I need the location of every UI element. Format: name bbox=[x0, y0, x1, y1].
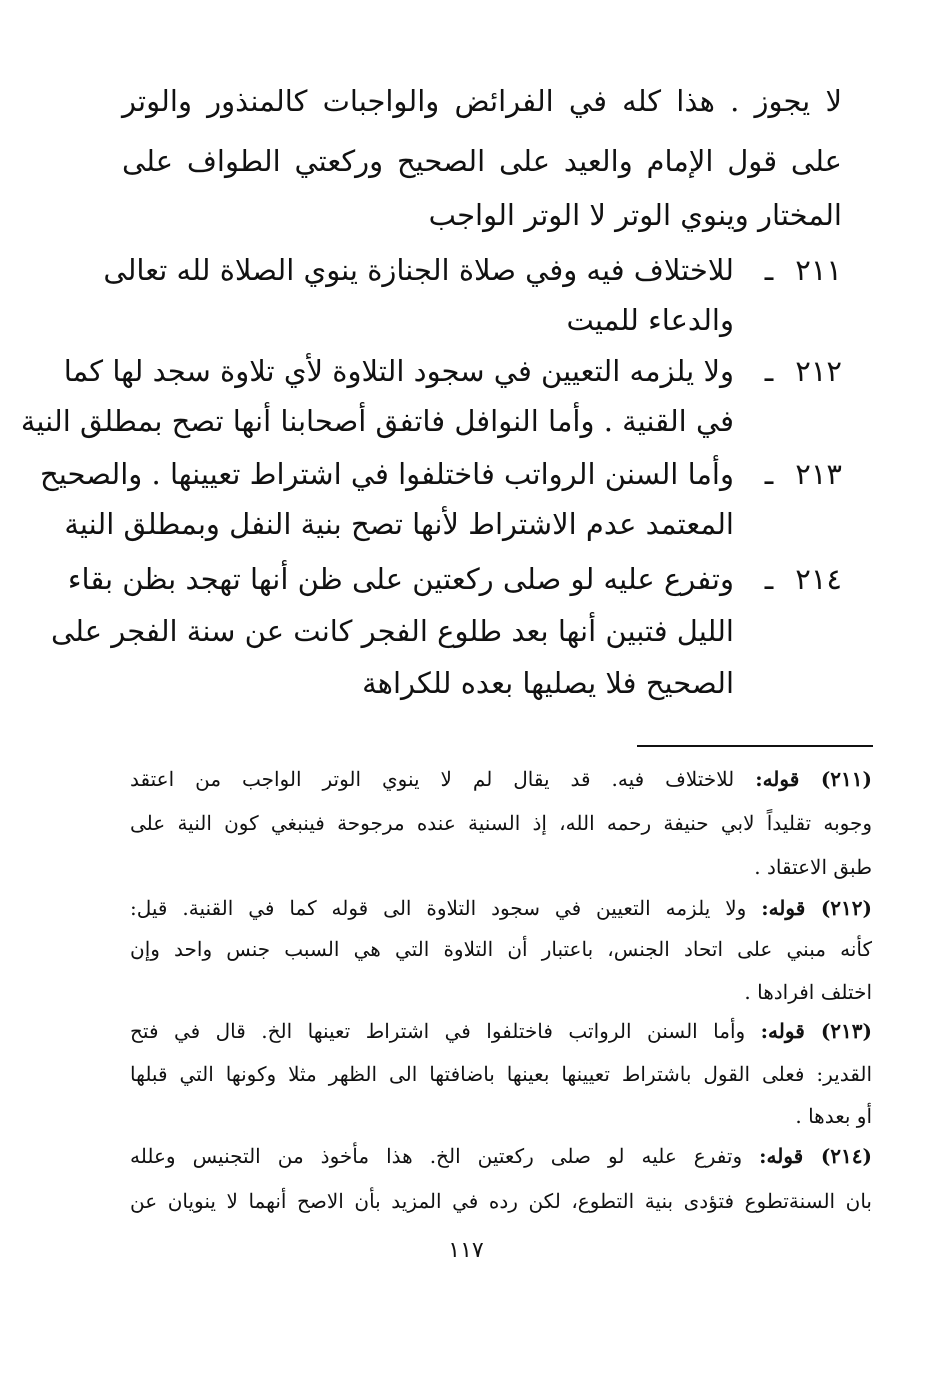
item-dash: ـ bbox=[764, 457, 774, 491]
footnote-text: للاختلاف فيه. قد يقال لم لا ينوي الوتر الواجب من اعتقد bbox=[130, 767, 735, 791]
main-text-line: المعتمد عدم الاشتراط لأنها تصح بنية النفل وبمطلق النية bbox=[64, 507, 734, 541]
item-number: ٢١١ bbox=[795, 253, 842, 287]
footnote-line bbox=[130, 1141, 872, 1171]
footnote-ref: (٢١٢) قوله: bbox=[761, 896, 872, 920]
footnote-line bbox=[130, 764, 872, 794]
item-number: ٢١٤ bbox=[795, 562, 842, 596]
main-text-line: المختار وينوي الوتر لا الوتر الواجب bbox=[428, 198, 842, 232]
main-text-line: لا يجوز . هذا كله في الفرائض والواجبات كالمنذور والوتر bbox=[122, 84, 842, 118]
main-text-line: للاختلاف فيه وفي صلاة الجنازة ينوي الصلاة لله تعالى bbox=[103, 253, 734, 287]
main-text-line: ولا يلزمه التعيين في سجود التلاوة لأي تلاوة سجد لها كما bbox=[63, 354, 734, 388]
footnote-line bbox=[130, 893, 872, 923]
footnote-line bbox=[130, 1016, 872, 1046]
footnote-text: ولا يلزمه التعيين في سجود التلاوة الى قوله كما في القنية. قيل: bbox=[130, 896, 747, 920]
main-text-line: في القنية . وأما النوافل فاتفق أصحابنا أنها تصح بمطلق النية bbox=[20, 404, 734, 438]
item-number: ٢١٢ bbox=[795, 354, 842, 388]
item-dash: ـ bbox=[764, 253, 774, 287]
footnote-line: أو بعدها . bbox=[795, 1104, 872, 1128]
footnote-separator bbox=[637, 745, 873, 747]
item-number: ٢١٣ bbox=[795, 457, 842, 491]
main-text-line: وأما السنن الرواتب فاختلفوا في اشتراط تعيينها . والصحيح bbox=[40, 457, 734, 491]
main-text-line: وتفرع عليه لو صلى ركعتين على ظن أنها تهجد بظن بقاء bbox=[67, 562, 734, 596]
main-text-line: والدعاء للميت bbox=[566, 303, 734, 337]
main-text-line: على قول الإمام والعيد على الصحيح وركعتي الطواف على bbox=[122, 144, 842, 178]
main-text-line: الصحيح فلا يصليها بعده للكراهة bbox=[362, 666, 734, 700]
footnote-ref: (٢١١) قوله: bbox=[755, 767, 872, 791]
item-dash: ـ bbox=[764, 562, 774, 596]
item-dash: ـ bbox=[764, 354, 774, 388]
footnote-line: اختلف افرادها . bbox=[744, 980, 872, 1004]
footnote-line: كأنه مبني على اتحاد الجنس، باعتبار أن التلاوة التي هي السبب جنس واحد وإن bbox=[130, 937, 872, 961]
footnote-ref: (٢١٣) قوله: bbox=[760, 1019, 872, 1043]
footnote-line: وجوبه تقليداً لابي حنيفة رحمه الله، إذ السنية عنده مرجوحة فينبغي كون النية على bbox=[130, 811, 872, 835]
footnote-text: وتفرع عليه لو صلى ركعتين الخ. هذا مأخوذ من التجنيس وعلله bbox=[130, 1144, 743, 1168]
footnote-line: القدير: فعلى القول باشتراط تعيينها بعينها باضافتها الى الظهر مثلا وكونها التي قبلها bbox=[130, 1062, 872, 1086]
main-text-line: الليل فتبين أنها بعد طلوع الفجر كانت عن سنة الفجر على bbox=[51, 614, 734, 648]
footnote-line: طبق الاعتقاد . bbox=[754, 855, 872, 879]
page-number: ١١٧ bbox=[448, 1238, 484, 1263]
footnote-line: بان السنةتطوع فتؤدى بنية التطوع، لكن رده في المزيد بأن الاصح أنهما لا ينويان عن bbox=[130, 1189, 872, 1213]
footnote-ref: (٢١٤) قوله: bbox=[759, 1144, 872, 1168]
footnote-text: وأما السنن الرواتب فاختلفوا في اشتراط تعينها الخ. قال في فتح bbox=[130, 1019, 746, 1043]
